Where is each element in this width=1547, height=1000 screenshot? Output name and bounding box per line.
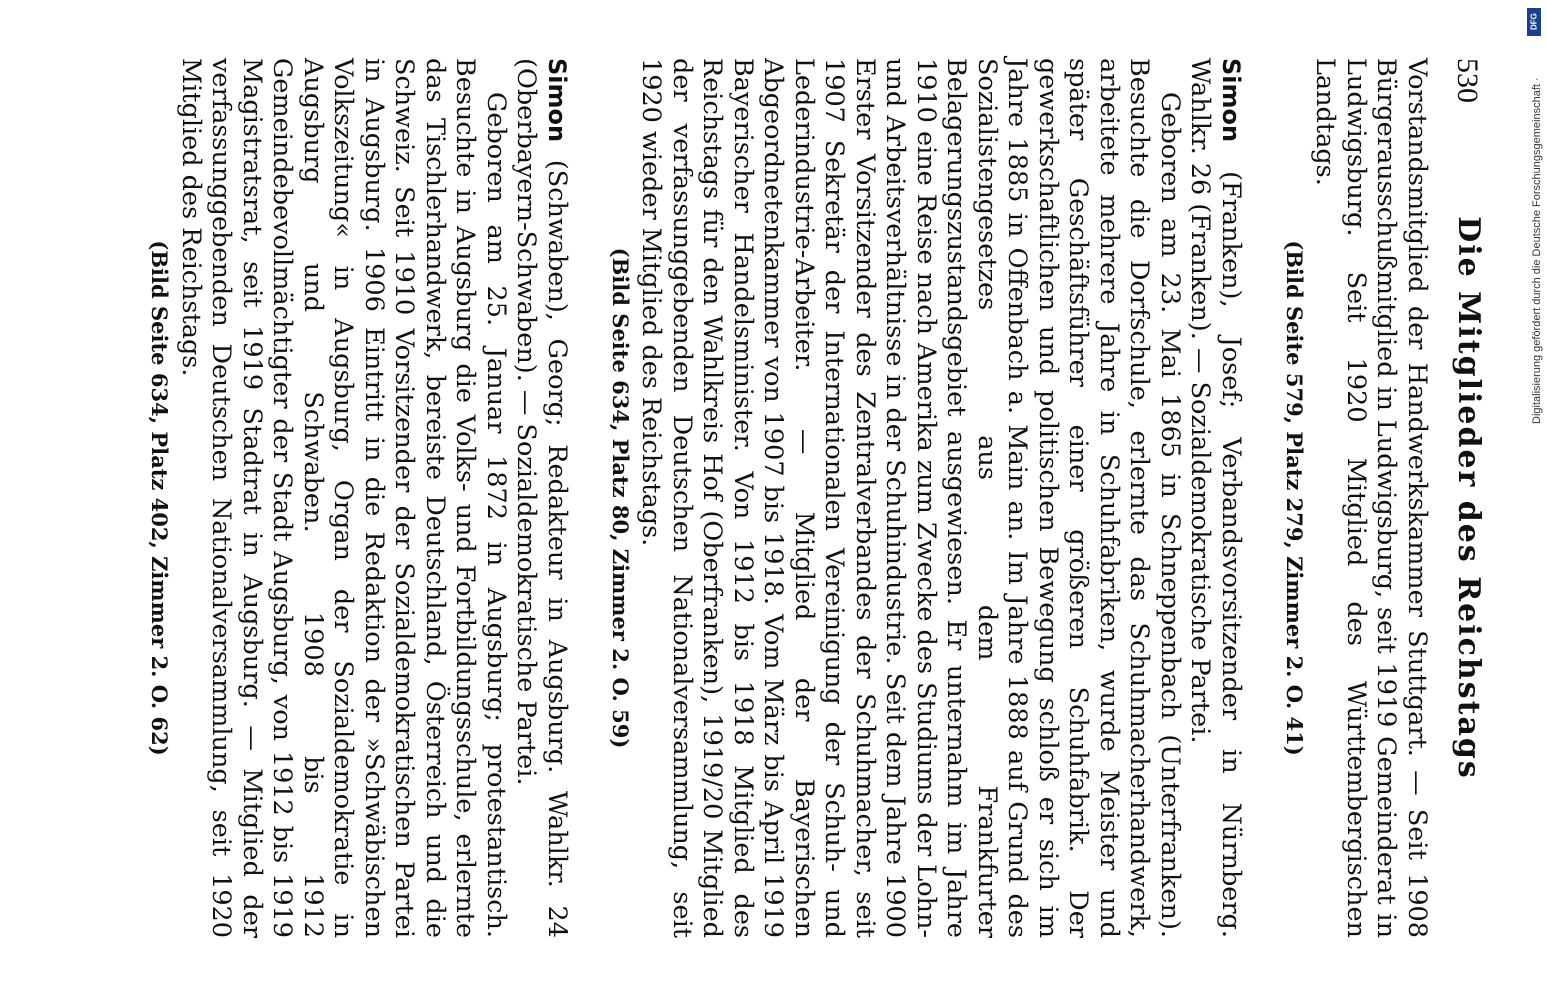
entry-paragraph: Vorstandsmitglied der Handwerkskammer Stuttgart. — Seit 1908 Bürgerausschußmitglied in Ludwigsburg, seit 1919 Gemeinderat in Ludwigsburg. Seit 1920 Mitglied des Württembergischen Landtags. <box>1310 58 1432 938</box>
entry-continuation <box>1280 58 1432 938</box>
running-head <box>1452 58 1492 938</box>
entry-reference: (Bild Seite 634, Platz 80, Zimmer 2. O. 59) <box>608 247 633 749</box>
dfg-logo: DFG <box>1527 8 1541 36</box>
entry-paragraph: Geboren am 23. Mai 1865 in Schneppenbach (Unterfranken). Besuchte die Dorfschule, erlernte das Schuhmacherhandwerk, arbeitete mehrere Jahre in Schuhfabriken, wurde Meister und später Geschäftsführer einer größeren Schuhfabrik. Der gewerkschaftlichen und politischen Bewegung schloß er sich im Jahre 1885 in Offenbach a. Main an. Im Jahre 1888 auf Grund des Sozialistengesetzes aus dem Frankfurter Belagerungszustandsgebiet ausgewiesen. Er unternahm im Jahre 1910 eine Reise nach Amerika zum Zwecke des Studiums der Lohn- und Arbeitsverhältnisse in der Schuhindustrie. Seit dem Jahre 1900 Erster Vorsitzender des Zentralverbandes der Schuhmacher, seit 1907 Sekretär der Internationalen Vereinigung der Schuh- und Lederindustrie-Arbeiter. — Mitglied der Bayerischen Abgeordnetenkammer von 1907 bis 1918. Vom März bis April 1919 Bayerischer Handelsminister. Von 1912 bis 1918 Mitglied des Reichstags für den Wahlkreis Hof (Oberfranken), 1919/20 Mitglied der verfassunggebenden Deutschen Nationalversammlung, seit 1920 wieder Mitglied des Reichstags. <box>636 58 1185 939</box>
entry-paragraph: Geboren am 25. Januar 1872 in Augsburg; protestantisch. Besuchte in Augsburg die Volks- und Fortbildungsschule, erlernte das Tischlerhandwerk, bereiste Deutschland, Österreich und die Schweiz. Seit 1910 Vorsitzender der Sozialdemokratischen Partei in Augsburg. 1906 Eintritt in die Redaktion der »Schwäbischen Volkszeitung« in Augsburg, Organ der Sozialdemokratie in Augsburg und Schwaben. 1908 bis 1912 Gemeindebevollmächtigter der Stadt Augsburg, von 1912 bis 1919 Magistratsrat, seit 1919 Stadtrat in Augsburg. — Mitglied der verfassunggebenden Deutschen Nationalversammlung, seit 1920 Mitglied des Reichstags. <box>176 58 511 938</box>
body-text <box>146 58 1433 938</box>
digitization-note: Digitalisierung gefördert durch die Deutsche Forschungsgemeinschaft · <box>1531 77 1543 424</box>
member-name: Simon <box>543 58 571 143</box>
text-area <box>92 58 1492 938</box>
page-number: 530 <box>1451 58 1484 103</box>
entry-reference: (Bild Seite 579, Platz 279, Zimmer 2. O. 41) <box>1282 240 1307 756</box>
entry-heading <box>511 58 572 938</box>
entry-reference: (Bild Seite 634, Platz 402, Zimmer 2. O. 62) <box>147 240 173 756</box>
entry-heading <box>1185 58 1246 938</box>
entry-intro: (Franken), Josef; Verbandsvorsitzender in Nürnberg. Wahlkr. 26 (Franken). — Sozialdemokratische Partei. <box>1185 58 1246 938</box>
member-name: Simon <box>1217 58 1245 143</box>
page-header-title: Die Mitglieder des Reichstags <box>1451 216 1486 780</box>
entry-simon-georg <box>146 58 573 938</box>
entry-intro: (Schwaben), Georg; Redakteur in Augsburg. Wahlkr. 24 (Oberbayern-Schwaben). — Sozialdemokratische Partei. <box>511 58 572 938</box>
entry-simon-josef <box>606 58 1246 938</box>
